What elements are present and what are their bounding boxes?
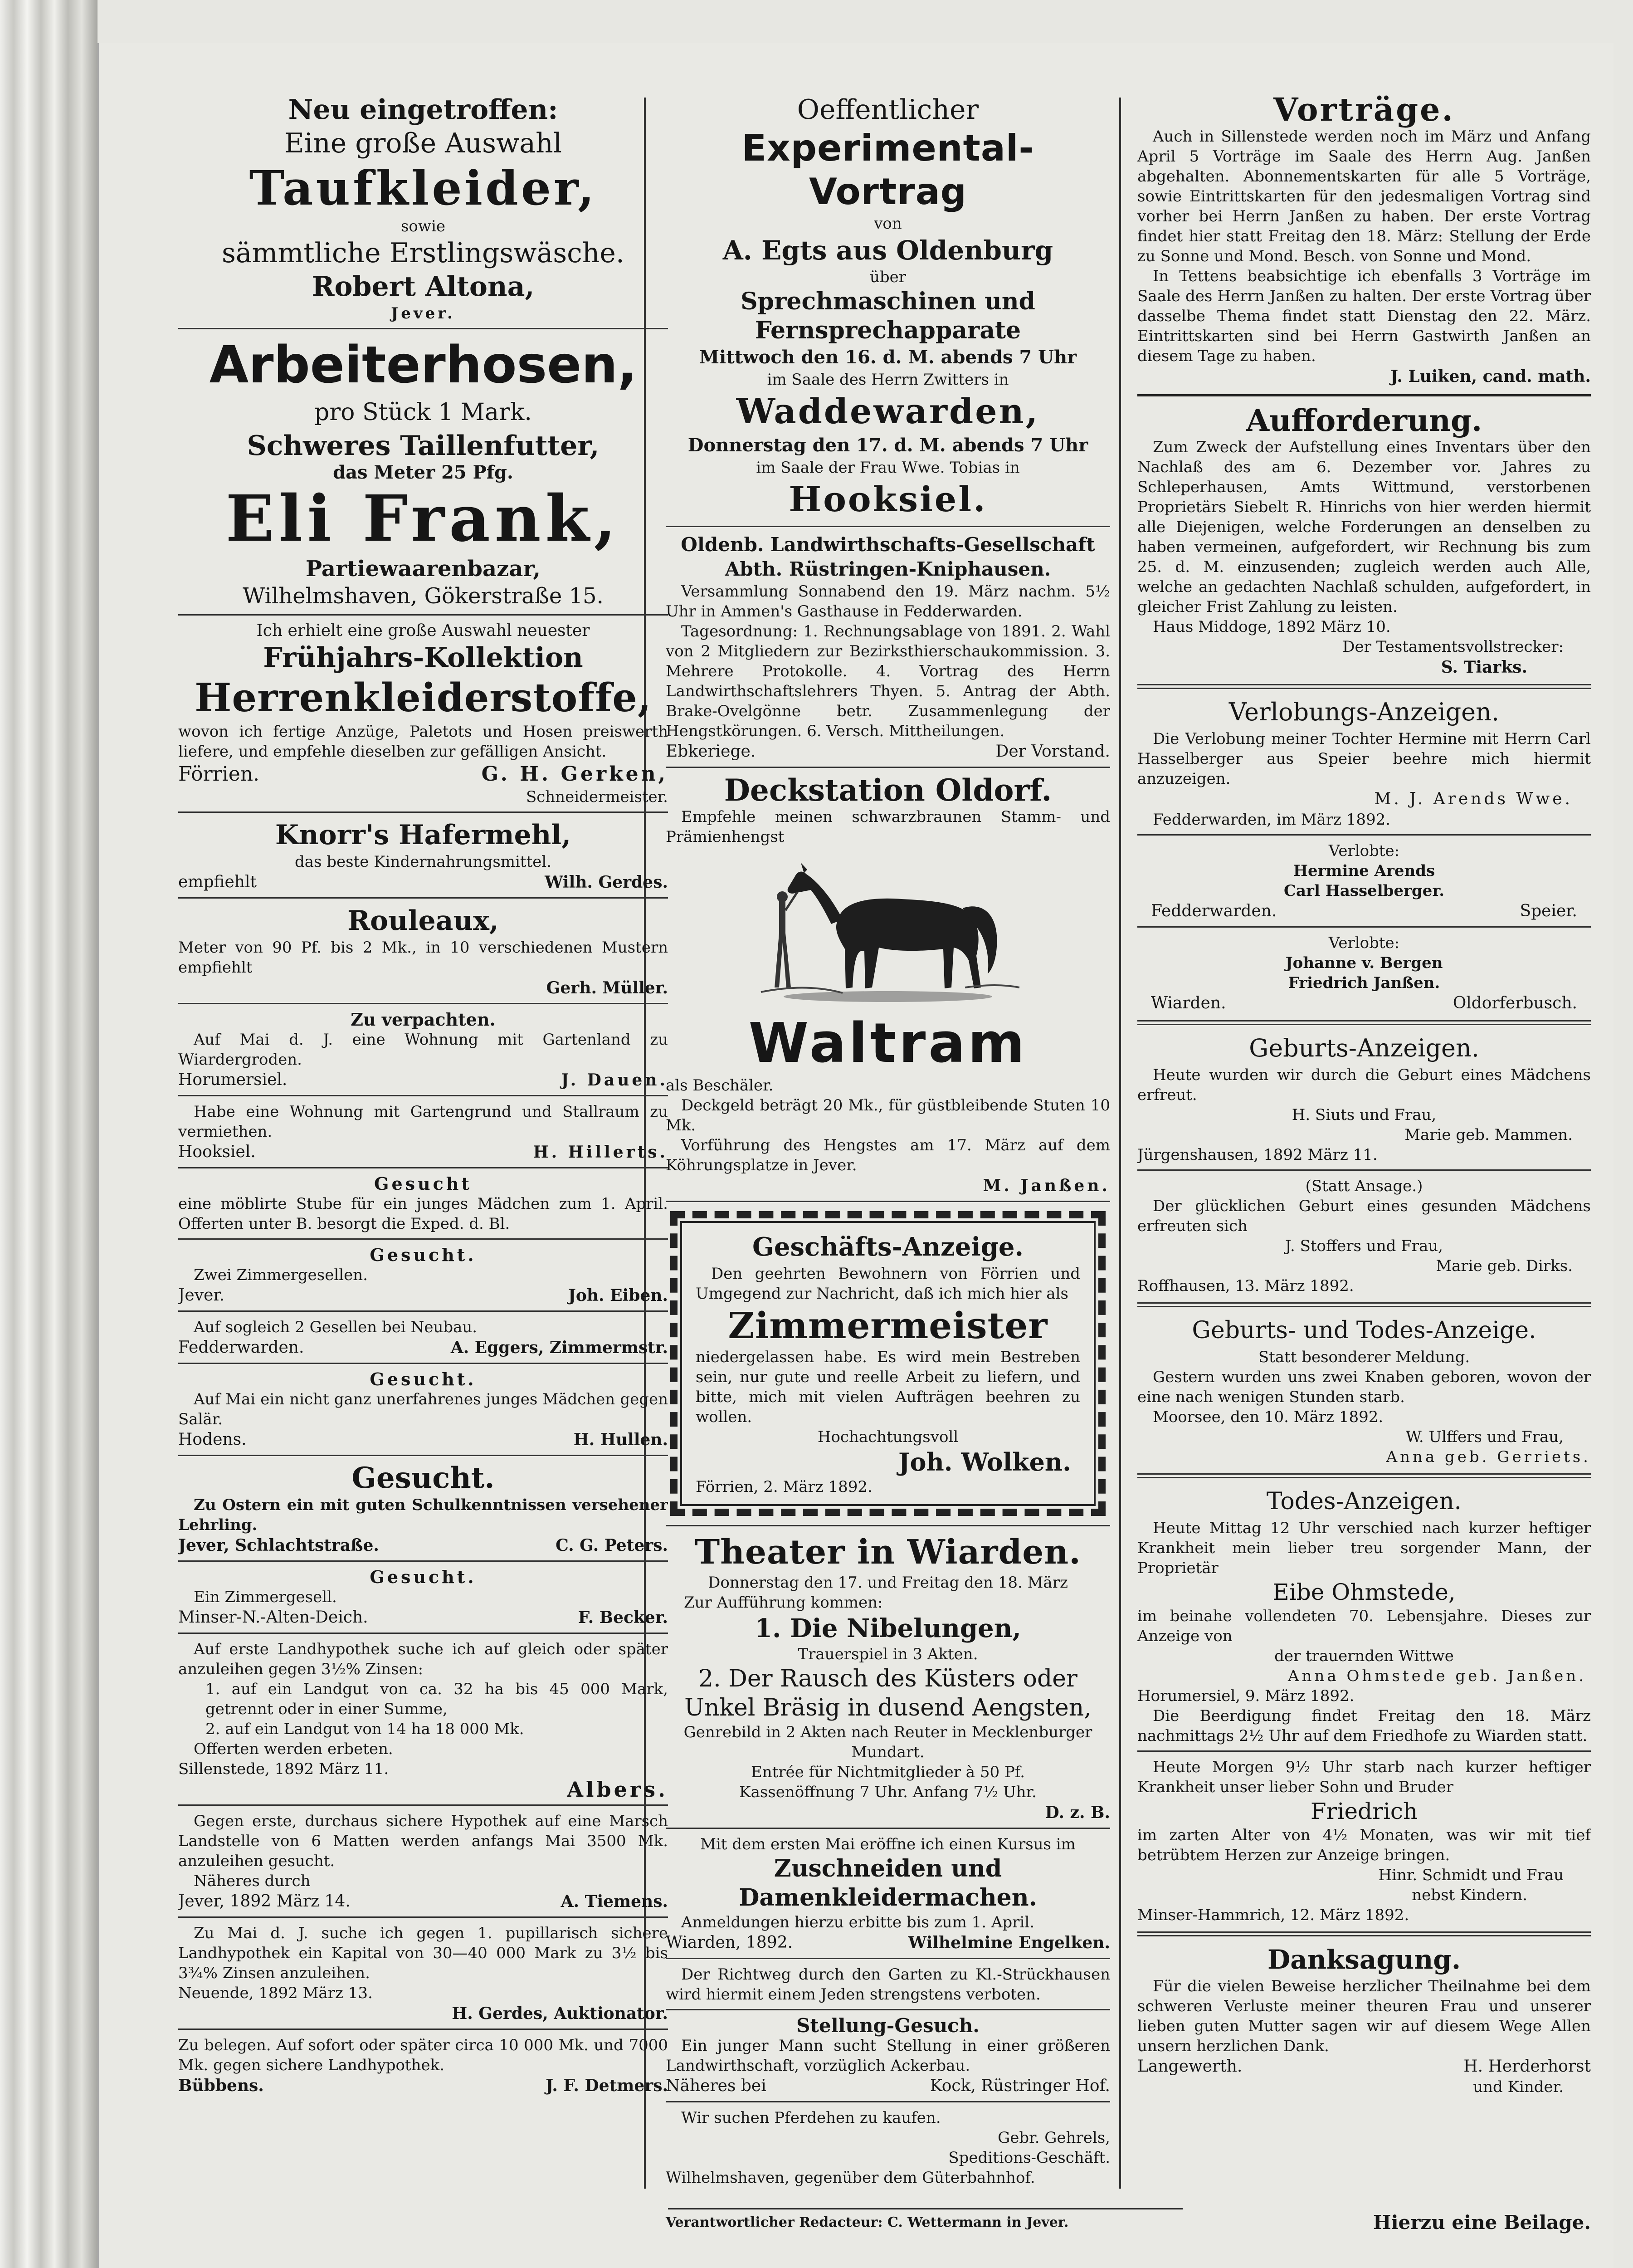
ad-theater-wiarden — [666, 1532, 1110, 1823]
ad-danksagung — [1137, 1943, 1591, 2097]
body-text: Meter von 90 Pf. bis 2 Mk., in 10 verschiedenen Mustern empfiehlt — [178, 938, 668, 977]
headline-large: Arbeiterhosen, — [209, 336, 637, 395]
ad-herrenkleiderstoffe — [178, 621, 668, 807]
headline: Frühjahrs-Kollektion — [263, 642, 583, 674]
name: H. Siuts und Frau, — [1292, 1106, 1437, 1124]
body-text: Auf erste Landhypothek suche ich auf gleich oder später anzuleihen gegen 3½% Zinsen: — [178, 1640, 668, 1678]
date: Neuende, 1892 März 13. — [178, 1984, 373, 2002]
ad-geburts-anzeigen — [1137, 1031, 1591, 1296]
signature: D. z. B. — [1045, 1803, 1110, 1822]
place: Speier. — [1520, 902, 1577, 920]
signature: H. Hullen. — [573, 1430, 668, 1449]
name: Marie geb. Dirks. — [1436, 1257, 1573, 1275]
ad-knorr — [178, 818, 668, 893]
body-text: Für die vielen Beweise herzlicher Theilnahme bei dem schweren Verluste meiner theuren Frau und unserer lieben guten Mutter sagen wir auf diesem Wege Allen unsern herzlichen Dank. — [1137, 1977, 1591, 2055]
stallion-name: Waltram — [748, 1012, 1028, 1075]
signature: G. H. Gerken, — [481, 763, 668, 786]
ad-experimental-vortrag — [666, 93, 1110, 521]
ad-landwirthschafts-gesellschaft — [666, 533, 1110, 762]
ad-gesellen-neubau — [178, 1317, 668, 1358]
body-text: Ein junger Mann sucht Stellung in einer größeren Landwirthschaft, vorzüglich Ackerbau. — [666, 2037, 1110, 2075]
book-edge — [0, 0, 97, 2268]
signature: Der Vorstand. — [995, 742, 1110, 761]
body-text: 2. auf ein Landgut von 14 ha 18 000 Mk. — [205, 1720, 524, 1738]
place: Minser-N.-Alten-Deich. — [178, 1608, 368, 1627]
text: im Saale der Frau Wwe. Tobias in — [756, 459, 1020, 477]
name: nebst Kindern. — [1412, 1886, 1527, 1904]
body-text: Offerten werden erbeten. — [194, 1740, 393, 1758]
text: pro Stück 1 Mark. — [314, 399, 532, 426]
name: Hermine Arends — [1293, 862, 1435, 880]
column-rule — [1119, 98, 1121, 2189]
place: Hodens. — [178, 1430, 247, 1449]
ad-zu-verpachten — [178, 1010, 668, 1090]
body-text: Auf sogleich 2 Gesellen bei Neubau. — [194, 1318, 478, 1336]
text: das Meter 25 Pfg. — [333, 462, 513, 483]
headline: Oldenb. Landwirthschafts-Gesellschaft — [681, 533, 1095, 556]
text: Mit dem ersten Mai eröffne ich einen Kursus im — [700, 1835, 1076, 1853]
role: Schneidermeister. — [526, 788, 668, 806]
text: Genrebild in 2 Akten nach Reuter in Mecklenburger Mundart. — [683, 1723, 1092, 1761]
headline: Gesucht. — [370, 1245, 477, 1265]
ad-todes-anzeigen — [1137, 1485, 1591, 1925]
headline: Zu verpachten. — [351, 1009, 496, 1030]
ad-gesucht-zimmergesellen — [178, 1245, 668, 1306]
signature: Gerh. Müller. — [546, 978, 668, 997]
body-text: Habe eine Wohnung mit Gartengrund und Stallraum zu vermiethen. — [178, 1103, 668, 1141]
role: Speditions-Geschäft. — [948, 2149, 1110, 2167]
headline: Vorträge. — [1273, 93, 1455, 128]
ad-gesucht-maedchen — [178, 1369, 668, 1450]
text: Anmeldungen hierzu erbitte bis zum 1. April. — [681, 1913, 1034, 1931]
text: das beste Kindernahrungsmittel. — [294, 853, 552, 871]
ad-arbeiterhosen — [178, 335, 668, 610]
place: Fedderwarden. — [178, 1338, 304, 1357]
headline: Knorr's Hafermehl, — [275, 819, 571, 851]
body-text: als Beschäler. — [666, 1076, 774, 1095]
headline: Abth. Rüstringen-Kniphausen. — [725, 558, 1051, 580]
text: Trauerspiel in 3 Akten. — [798, 1645, 978, 1663]
body-text: Auf Mai d. J. eine Wohnung mit Gartenland zu Wiardergroden. — [178, 1031, 668, 1069]
ad-vortraege — [1137, 93, 1591, 387]
column-right — [1137, 93, 1591, 2202]
name: Marie geb. Mammen. — [1404, 1126, 1573, 1144]
date: Fedderwarden, im März 1892. — [1153, 811, 1391, 829]
signature: Wilh. Gerdes. — [545, 873, 668, 892]
address: Wilhelmshaven, gegenüber dem Güterbahnhof. — [666, 2169, 1035, 2187]
signature: F. Becker. — [578, 1608, 668, 1627]
body-text: Vorführung des Hengstes am 17. März auf dem Köhrungsplatze in Jever. — [666, 1136, 1110, 1174]
ad-stellung-gesuch — [666, 2016, 1110, 2097]
body-text: Die Verlobung meiner Tochter Hermine mit Herrn Carl Hasselberger aus Speier beehre mich hiermit anzuzeigen. — [1137, 730, 1591, 788]
place: Jever. — [178, 1286, 225, 1305]
signature: Joh. Eiben. — [568, 1286, 668, 1305]
body-text: niedergelassen habe. Es wird mein Bestreben sein, nur gute und reelle Arbeit zu liefern, und bitte, mich mit vielen Aufträgen beehren zu wollen. — [696, 1348, 1080, 1426]
body-text: Zwei Zimmergesellen. — [194, 1266, 368, 1284]
body-text: In Tettens beabsichtige ich ebenfalls 3 Vorträge im Saale des Herrn Janßen zu halten. Der erste Vortrag über dasselbe Thema findet statt Dienstag den 22. März. Eintrittskarten sind bei Herrn Gastwirth Janßen an diesem Tage zu haben. — [1137, 267, 1591, 365]
headline-large: Zimmermeister — [728, 1304, 1048, 1347]
text: Zur Aufführung kommen: — [684, 1593, 883, 1612]
horse-illustration — [666, 851, 1110, 1007]
topic: Sprechmaschinen und Fernsprechapparate — [741, 288, 1035, 344]
text: empfiehlt — [178, 873, 257, 891]
body-text: Empfehle meinen schwarzbraunen Stamm- und Prämienhengst — [666, 808, 1110, 846]
headline: Rouleaux, — [347, 905, 499, 937]
place-headline: Hooksiel. — [789, 479, 987, 519]
date: Mittwoch den 16. d. M. abends 7 Uhr — [699, 347, 1077, 368]
signature: H. Gerdes, Auktionator. — [452, 2004, 668, 2023]
place: Wiarden. — [1151, 994, 1226, 1012]
body-text: Den geehrten Bewohnern von Förrien und Umgegend zur Nachricht, daß ich mich hier als — [696, 1265, 1080, 1303]
name: und Kinder. — [1473, 2078, 1564, 2096]
signature: J. Dauen. — [561, 1070, 668, 1090]
headline: Gesucht — [374, 1173, 472, 1194]
body-text: Versammlung Sonnabend den 19. März nachm. 5½ Uhr in Ammen's Gasthause in Fedderwarden. — [666, 582, 1110, 621]
ad-gesucht-lehrling — [178, 1461, 668, 1556]
body-text: 1. auf ein Landgut von ca. 32 ha bis 45 000 Mark, getrennt oder in einer Summe, — [205, 1680, 668, 1718]
ad-zuschneiden — [666, 1834, 1110, 1953]
headline: Geschäfts-Anzeige. — [752, 1232, 1024, 1262]
name: Anna geb. Gerriets. — [1386, 1448, 1591, 1466]
body-text: Tagesordnung: 1. Rechnungsablage von 1891. 2. Wahl von 2 Mitgliedern zur Bezirksthierschaukommission. 3. Mehrere Protokolle. 4. Vortrag des Herrn Landwirthschaftslehrers Thyen. 5. Antrag der Abth. Brake-Ovelgönne betr. Zusammenlegung der Hengstkörungen. 6. Versch. Mittheilungen. — [666, 622, 1110, 740]
signature: Wilhelmine Engelken. — [908, 1933, 1110, 1952]
place-headline: Waddewarden, — [736, 391, 1040, 431]
text: Verlobte: — [1328, 934, 1400, 952]
date: Donnerstag den 17. d. M. abends 7 Uhr — [687, 435, 1088, 456]
supplement-note: Hierzu eine Beilage. — [1373, 2211, 1591, 2234]
signature: J. F. Detmers. — [546, 2076, 668, 2095]
body-text: Wir suchen Pferdehen zu kaufen. — [681, 2109, 941, 2127]
body-text: Heute Mittag 12 Uhr verschied nach kurzer heftiger Krankheit mein lieber treu sorgender Mann, der Proprietär — [1137, 1519, 1591, 1577]
name: Eibe Ohmstede, — [1272, 1579, 1456, 1605]
date: Haus Middoge, 1892 März 10. — [1153, 618, 1391, 636]
ad-deckstation — [666, 773, 1110, 1196]
signature: S. Tiarks. — [1441, 658, 1527, 677]
body-text: Gegen erste, durchaus sichere Hypothek auf eine Marsch Landstelle von 6 Matten werden anfangs Mai 3500 Mk. anzuleihen gesucht. — [178, 1812, 668, 1870]
place: Langewerth. — [1137, 2057, 1243, 2076]
body-text: Näheres durch — [194, 1872, 311, 1890]
place: Horumersiel. — [178, 1070, 288, 1089]
ad-zimmermeister-frame — [670, 1211, 1106, 1516]
place: Jever, Schlachtstraße. — [178, 1536, 379, 1555]
ad-gesucht-zimmergesell — [178, 1567, 668, 1628]
name: J. Stoffers und Frau, — [1285, 1237, 1443, 1255]
signature: A. Eggers, Zimmermstr. — [450, 1338, 668, 1357]
text: Hochachtungsvoll — [817, 1428, 959, 1446]
headline: Zuschneiden und Damenkleidermachen. — [739, 1855, 1037, 1911]
body-text: Deckgeld beträgt 20 Mk., für güstbleibende Stuten 10 Mk. — [666, 1096, 1110, 1134]
headline: Schweres Taillenfutter, — [247, 430, 600, 462]
body-text: Zu Ostern ein mit guten Schulkenntnissen versehener Lehrling. — [178, 1496, 668, 1534]
body-text: im beinahe vollendeten 70. Lebensjahre. Dieses zur Anzeige von — [1137, 1607, 1591, 1645]
place: Oldorferbusch. — [1453, 994, 1577, 1012]
headline: Aufforderung. — [1246, 403, 1482, 438]
body-text: Der Richtweg durch den Garten zu Kl.-Strückhausen wird hiermit einem Jeden strengstens verboten. — [666, 1965, 1110, 2004]
place: Bübbens. — [178, 2076, 264, 2095]
ad-zu-belegen — [178, 2035, 668, 2096]
ad-taufkleider — [178, 93, 668, 323]
column-left — [178, 93, 668, 2202]
ad-rouleaux — [178, 904, 668, 998]
play-title: 2. Der Rausch des Küsters oder Unkel Bräsig in dusend Aengsten, — [684, 1665, 1092, 1721]
headline: Gesucht. — [370, 1567, 477, 1587]
signature: H. Hillerts. — [533, 1143, 668, 1162]
name: W. Ulffers und Frau, — [1405, 1428, 1564, 1446]
text: von — [874, 215, 902, 233]
headline: Neu eingetroffen: — [288, 94, 558, 126]
text: Partiewaarenbazar, — [306, 556, 541, 582]
signature: A. Tiemens. — [561, 1892, 668, 1911]
column-middle — [666, 93, 1110, 2202]
place: Ebkeriege. — [666, 742, 756, 761]
speaker: A. Egts aus Oldenburg — [722, 235, 1053, 266]
headline: Stellung-Gesuch. — [796, 2014, 980, 2037]
date: Sillenstede, 1892 März 11. — [178, 1760, 389, 1778]
name: Friedrich — [1310, 1798, 1418, 1824]
name: Johanne v. Bergen — [1285, 954, 1443, 972]
ad-hypothek-marsch — [178, 1811, 668, 1912]
text: Verlobte: — [1328, 842, 1400, 860]
text: Entrée für Nichtmitglieder à 50 Pf. — [751, 1763, 1025, 1781]
headline: Danksagung. — [1267, 1944, 1461, 1975]
text: Donnerstag den 17. und Freitag den 18. März — [708, 1574, 1068, 1592]
play-title: 1. Die Nibelungen, — [755, 1613, 1021, 1643]
ad-pupillarisch — [178, 1923, 668, 2024]
name: Anna Ohmstede geb. Janßen. — [1288, 1667, 1586, 1685]
body-text: Zum Zweck der Aufstellung eines Inventars über den Nachlaß des am 6. Dezember vor. Jahres zu Schleperhausen, Amts Wittmund, verstorbenen Proprietärs Siebelt R. Hinrichs von hier werden hiermit alle Diejenigen, welche Forderungen an denselben zu haben vermeinen, aufgefordert, wir Rechnung bis zum 25. d. M. einzusenden; zugleich werden auch Alle, welche an gedachten Nachlaß schulden, aufgefordert, in gleicher Frist Zahlung zu leisten. — [1137, 438, 1591, 616]
place: Hooksiel. — [178, 1143, 256, 1161]
date: Roffhausen, 13. März 1892. — [1137, 1277, 1354, 1295]
body-text: Der glücklichen Geburt eines gesunden Mädchens erfreuten sich — [1137, 1197, 1591, 1235]
place: Jever, 1892 März 14. — [178, 1892, 351, 1911]
text: im Saale des Herrn Zwitters in — [767, 371, 1009, 389]
headline: Gesucht. — [351, 1461, 495, 1495]
name: Friedrich Janßen. — [1288, 974, 1440, 992]
body-text: Zu belegen. Auf sofort oder später circa 10 000 Mk. und 7000 Mk. gegen sichere Landhypothek. — [178, 2036, 668, 2074]
ad-wohnung — [178, 1102, 668, 1163]
body-text: im zarten Alter von 4½ Monaten, was wir mit tief betrübtem Herzen zur Anzeige bringen. — [1137, 1826, 1591, 1864]
signature: Joh. Wolken. — [898, 1447, 1071, 1476]
date: Moorsee, den 10. März 1892. — [1153, 1408, 1384, 1426]
address: Wilhelmshaven, Gökerstraße 15. — [243, 583, 604, 609]
ad-aufforderung — [1137, 404, 1591, 678]
body-text: Ein Zimmergesell. — [194, 1588, 337, 1606]
headline-large: Herrenkleiderstoffe, — [195, 675, 652, 721]
headline: Deckstation Oldorf. — [724, 772, 1052, 808]
headline-large: Taufkleider, — [249, 160, 597, 216]
headline: Verlobungs-Anzeigen. — [1228, 698, 1500, 726]
body-text: Auch in Sillenstede werden noch im März und Anfang April 5 Vorträge im Saale des Herrn Aug. Janßen abgehalten. Abonnementskarten für alle 5 Vorträge, sowie Eintrittskarten für den jedesmaligen Vortrag sind vorher bei Herrn Janßen zu haben. Der erste Vortrag findet hier statt Freitag den 18. März: Stellung der Erde zu Sonne und Mond. Besch. von Sonne und Mond. — [1137, 127, 1591, 265]
page-footer — [176, 2211, 1591, 2241]
text: Kassenöffnung 7 Uhr. Anfang 7½ Uhr. — [739, 1783, 1037, 1801]
editor-line: Verantwortlicher Redacteur: C. Wettermann in Jever. — [666, 2214, 1069, 2230]
advertiser-name: Robert Altona, — [312, 271, 535, 303]
ad-geburts-todes-anzeige — [1137, 1314, 1591, 1467]
horse-icon — [752, 851, 1024, 1006]
headline-large: Theater in Wiarden. — [695, 1533, 1081, 1572]
text: sämmtliche Erstlingswäsche. — [221, 237, 625, 269]
ad-gesucht-stube — [178, 1174, 668, 1234]
body-text: Zu Mai d. J. suche ich gegen 1. pupillarisch sichere Landhypothek ein Kapital von 30—40 000 Mark zu 3½ bis 3¾% Zinsen anzuleihen. — [178, 1924, 668, 1982]
headline: Todes-Anzeigen. — [1266, 1488, 1462, 1515]
headline: Geburts- und Todes-Anzeige. — [1192, 1317, 1536, 1344]
date: Förrien, 2. März 1892. — [696, 1478, 873, 1496]
text: Oeffentlicher — [797, 94, 979, 126]
text: Der Testamentsvollstrecker: — [1342, 638, 1564, 656]
signature: M. Janßen. — [983, 1176, 1110, 1195]
date: Jürgenshausen, 1892 März 11. — [1137, 1146, 1378, 1164]
text: (Statt Ansage.) — [1305, 1177, 1423, 1195]
advertiser-name: Eli Frank, — [225, 482, 621, 556]
ad-richtweg — [666, 1965, 1110, 2004]
text: Eine große Auswahl — [284, 127, 562, 159]
ad-verlobungs-anzeigen — [1137, 695, 1591, 1014]
place: Wiarden, 1892. — [666, 1933, 793, 1952]
place: Förrien. — [178, 763, 260, 786]
ad-pferdehen — [666, 2108, 1110, 2188]
signature: M. J. Arends Wwe. — [1374, 790, 1573, 808]
body-text: Heute Morgen 9½ Uhr starb nach kurzer heftiger Krankheit unser lieber Sohn und Bruder — [1137, 1758, 1591, 1796]
date: Minser-Hammrich, 12. März 1892. — [1137, 1906, 1409, 1924]
headline: Geburts-Anzeigen. — [1249, 1034, 1479, 1062]
headline: Gesucht. — [370, 1369, 477, 1389]
text: der trauernden Wittwe — [1274, 1647, 1454, 1665]
place: Jever. — [391, 304, 455, 323]
newspaper-page — [97, 43, 1614, 2268]
name: Carl Hasselberger. — [1283, 882, 1445, 900]
body-text: Auf Mai ein nicht ganz unerfahrenes junges Mädchen gegen Salär. — [178, 1390, 668, 1428]
body-text: wovon ich fertige Anzüge, Paletots und Hosen preiswerth liefere, und empfehle dieselben zur gefälligen Ansicht. — [178, 723, 668, 761]
name: Hinr. Schmidt und Frau — [1378, 1866, 1564, 1884]
text: über — [869, 268, 907, 286]
place: Fedderwarden. — [1151, 902, 1277, 920]
name: H. Herderhorst — [1463, 2057, 1591, 2076]
body-text: eine möblirte Stube für ein junges Mädchen zum 1. April. Offerten unter B. besorgt die Exped. d. Bl. — [178, 1195, 668, 1233]
text: Näheres bei — [666, 2077, 766, 2095]
body-text: Die Beerdigung findet Freitag den 18. März nachmittags 2½ Uhr auf dem Friedhofe zu Wiarden statt. — [1137, 1707, 1591, 1745]
text: Statt besonderer Meldung. — [1258, 1348, 1470, 1366]
signature: Gebr. Gehrels, — [998, 2129, 1110, 2147]
date: Horumersiel, 9. März 1892. — [1137, 1687, 1355, 1705]
signature: J. Luiken, cand. math. — [1390, 367, 1591, 386]
ad-landhypothek — [178, 1639, 668, 1800]
body-text: Heute wurden wir durch die Geburt eines Mädchens erfreut. — [1137, 1066, 1591, 1104]
headline-large: Experimental-Vortrag — [741, 127, 1034, 213]
text: sowie — [400, 217, 445, 235]
signature: Albers. — [567, 1777, 668, 1802]
text: Ich erhielt eine große Auswahl neuester — [256, 621, 590, 640]
body-text: Gestern wurden uns zwei Knaben geboren, wovon der eine nach wenigen Stunden starb. — [1137, 1368, 1591, 1406]
signature: C. G. Peters. — [556, 1536, 668, 1555]
signature: Kock, Rüstringer Hof. — [930, 2077, 1110, 2095]
